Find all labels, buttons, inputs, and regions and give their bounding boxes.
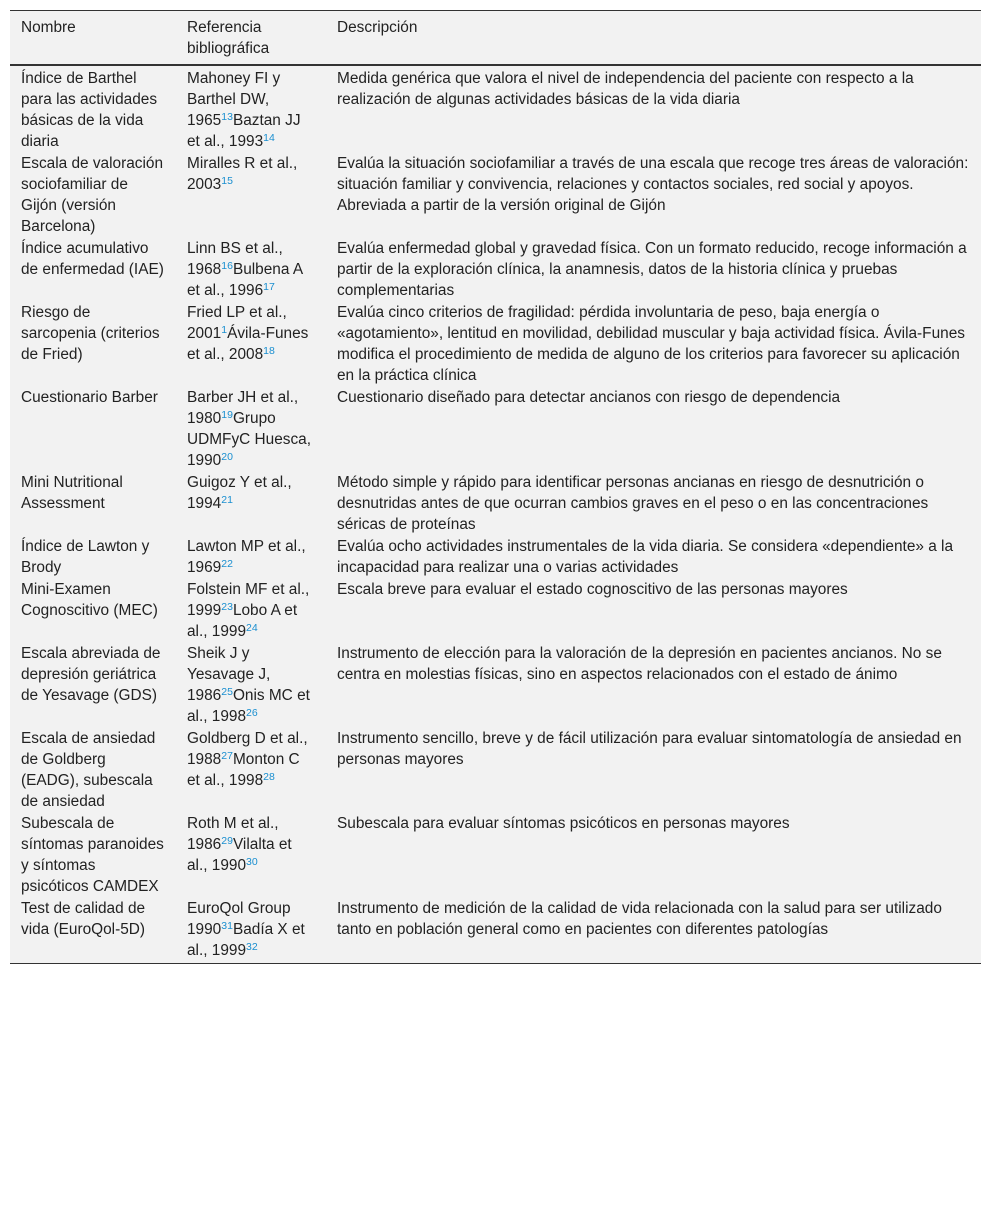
citation-link[interactable]: 23 (221, 601, 233, 613)
reference-text: Linn BS et al., 1968 (187, 240, 283, 278)
cell-nombre: Escala de valoración sociofamiliar de Gijón (versión Barcelona) (21, 155, 164, 235)
cell-descripcion: Medida genérica que valora el nivel de independencia del paciente con respecto a la realización de algunas actividades básicas de la vida diaria (337, 70, 914, 108)
cell-nombre: Riesgo de sarcopenia (criterios de Fried) (21, 304, 160, 363)
cell-referencia (176, 578, 326, 642)
reference-text: Sheik J y Yesavage J, 1986 (187, 645, 271, 704)
citation-link[interactable]: 16 (221, 260, 233, 272)
reference-text: Fried LP et al., 2001 (187, 304, 287, 342)
cell-nombre: Índice de Barthel para las actividades básicas de la vida diaria (21, 70, 158, 150)
table-row (10, 471, 981, 535)
cell-referencia (176, 301, 326, 386)
table-body (10, 65, 981, 964)
citation-link[interactable]: 26 (246, 707, 258, 719)
reference-text: EuroQol Group 1990 (187, 900, 291, 938)
citation-link[interactable]: 24 (246, 622, 258, 634)
cell-nombre: Test de calidad de vida (EuroQol-5D) (21, 900, 146, 938)
cell-nombre: Cuestionario Barber (21, 389, 158, 406)
citation-link[interactable]: 31 (221, 920, 233, 932)
citation-link[interactable]: 13 (221, 111, 233, 123)
cell-descripcion: Método simple y rápido para identificar personas ancianas en riesgo de desnutrición o desnutridas antes de que ocurran cambios graves en el peso o en las concentraciones séricas de proteínas (337, 474, 929, 533)
reference-text: Goldberg D et al., 1988 (187, 730, 308, 768)
cell-descripcion: Instrumento de medición de la calidad de vida relacionada con la salud para ser utilizado tanto en población general como en pacientes con diferentes patologías (337, 900, 942, 938)
citation-link[interactable]: 25 (221, 686, 233, 698)
citation-link[interactable]: 1 (221, 324, 228, 336)
table-row (10, 237, 981, 301)
citation-link[interactable]: 14 (263, 132, 275, 144)
cell-descripcion: Evalúa enfermedad global y gravedad física. Con un formato reducido, recoge información a partir de la exploración clínica, la anamnesis, datos de la historia clínica y pruebas complementarias (337, 240, 967, 299)
cell-referencia (176, 642, 326, 727)
reference-text: Ávila-Funes et al., 2008 (187, 325, 309, 363)
cell-referencia (176, 152, 326, 237)
reference-text: Baztan JJ et al., 1993 (187, 112, 301, 150)
reference-text: Roth M et al., 1986 (187, 815, 279, 853)
citation-link[interactable]: 27 (221, 750, 233, 762)
citation-link[interactable]: 28 (263, 771, 275, 783)
table-container (10, 10, 981, 964)
reference-text: Bulbena A et al., 1996 (187, 261, 303, 299)
cell-nombre: Escala abreviada de depresión geriátrica de Yesavage (GDS) (21, 645, 161, 704)
cell-descripcion: Escala breve para evaluar el estado cognoscitivo de las personas mayores (337, 581, 848, 598)
table-row (10, 301, 981, 386)
cell-referencia (176, 237, 326, 301)
cell-descripcion: Subescala para evaluar síntomas psicóticos en personas mayores (337, 815, 790, 832)
cell-descripcion: Evalúa cinco criterios de fragilidad: pérdida involuntaria de peso, baja energía o «agotamiento», lentitud en movilidad, debilidad muscular y baja actividad física. Ávila-Funes modifica el procedimiento de medida de alguno de los criterios para favorecer su aplicación en la práctica clínica (337, 304, 965, 384)
cell-descripcion: Evalúa la situación sociofamiliar a través de una escala que recoge tres áreas de valoración: situación familiar y convivencia, relaciones y contactos sociales, red social y apoyos. Abreviada a partir de la versión original de Gijón (337, 155, 969, 214)
citation-link[interactable]: 15 (221, 175, 233, 187)
citation-link[interactable]: 22 (221, 558, 233, 570)
citation-link[interactable]: 30 (246, 856, 258, 868)
cell-nombre: Mini-Examen Cognoscitivo (MEC) (21, 581, 158, 619)
header-row (10, 11, 981, 66)
citation-link[interactable]: 32 (246, 941, 258, 953)
cell-descripcion: Instrumento sencillo, breve y de fácil utilización para evaluar sintomatología de ansiedad en personas mayores (337, 730, 962, 768)
table-row (10, 642, 981, 727)
cell-nombre: Subescala de síntomas paranoides y síntomas psicóticos CAMDEX (21, 815, 164, 895)
cell-nombre: Escala de ansiedad de Goldberg (EADG), subescala de ansiedad (21, 730, 156, 810)
reference-text: Barber JH et al., 1980 (187, 389, 299, 427)
cell-nombre: Índice acumulativo de enfermedad (IAE) (21, 240, 164, 278)
cell-referencia (176, 535, 326, 578)
header-referencia: Referencia bibliográfica (187, 19, 270, 57)
table-row (10, 65, 981, 152)
citation-link[interactable]: 17 (263, 281, 275, 293)
citation-link[interactable]: 29 (221, 835, 233, 847)
table-row (10, 535, 981, 578)
header-descripcion: Descripción (337, 19, 418, 36)
cell-referencia (176, 65, 326, 152)
table-row (10, 812, 981, 897)
reference-text: Grupo UDMFyC Huesca, 1990 (187, 410, 311, 469)
table-row (10, 386, 981, 471)
reference-text: Folstein MF et al., 1999 (187, 581, 310, 619)
reference-text: Lobo A et al., 1999 (187, 602, 298, 640)
citation-link[interactable]: 19 (221, 409, 233, 421)
reference-text: Vilalta et al., 1990 (187, 836, 292, 874)
reference-text: Onis MC et al., 1998 (187, 687, 310, 725)
cell-descripcion: Cuestionario diseñado para detectar ancianos con riesgo de dependencia (337, 389, 841, 406)
citation-link[interactable]: 18 (263, 345, 275, 357)
table-row (10, 727, 981, 812)
table-header (10, 11, 981, 66)
cell-referencia (176, 471, 326, 535)
reference-text: Miralles R et al., 2003 (187, 155, 298, 193)
reference-text: Guigoz Y et al., 1994 (187, 474, 292, 512)
table-row (10, 152, 981, 237)
cell-referencia (176, 812, 326, 897)
citation-link[interactable]: 20 (221, 451, 233, 463)
instruments-table (10, 10, 981, 964)
cell-referencia (176, 386, 326, 471)
reference-text: Monton C et al., 1998 (187, 751, 300, 789)
header-nombre: Nombre (21, 19, 76, 36)
citation-link[interactable]: 21 (221, 494, 233, 506)
table-row (10, 578, 981, 642)
reference-text: Lawton MP et al., 1969 (187, 538, 306, 576)
cell-nombre: Mini Nutritional Assessment (21, 474, 123, 512)
cell-descripcion: Evalúa ocho actividades instrumentales de la vida diaria. Se considera «dependiente» a la incapacidad para realizar una o varias actividades (337, 538, 954, 576)
reference-text: Badía X et al., 1999 (187, 921, 305, 959)
cell-referencia (176, 897, 326, 964)
cell-referencia (176, 727, 326, 812)
table-row (10, 897, 981, 964)
cell-nombre: Índice de Lawton y Brody (21, 538, 150, 576)
cell-descripcion: Instrumento de elección para la valoración de la depresión en pacientes ancianos. No se centra en molestias físicas, sino en aspectos relacionados con el estado de ánimo (337, 645, 942, 683)
reference-text: Mahoney FI y Barthel DW, 1965 (187, 70, 281, 129)
